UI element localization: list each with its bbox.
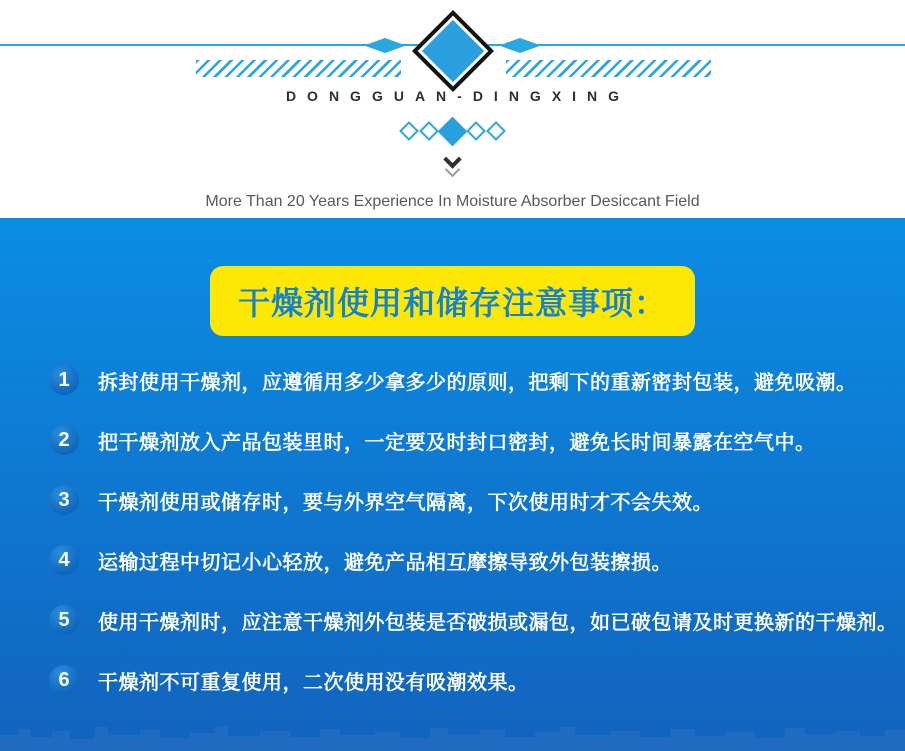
item-number-badge: 4 bbox=[49, 545, 79, 575]
brand-tagline: More Than 20 Years Experience In Moisture Absorber Desiccant Field bbox=[205, 193, 700, 210]
notice-title-pill bbox=[210, 266, 695, 336]
notice-item bbox=[49, 600, 905, 640]
outline-diamond-icon bbox=[399, 121, 419, 141]
item-text: 干燥剂不可重复使用，二次使用没有吸潮效果。 bbox=[98, 671, 529, 694]
item-number-badge: 1 bbox=[49, 365, 79, 395]
notice-list bbox=[0, 360, 905, 700]
brand-name: DONGGUAN-DINGXING bbox=[285, 88, 631, 104]
notice-title: 干燥剂使用和储存注意事项： bbox=[237, 285, 667, 321]
notice-item bbox=[49, 540, 905, 580]
outline-diamond-icon bbox=[466, 121, 486, 141]
item-text: 把干燥剂放入产品包装里时，一定要及时封口密封，避免长时间暴露在空气中。 bbox=[98, 431, 816, 454]
hatch-stripes-right bbox=[506, 60, 711, 77]
item-number-badge: 3 bbox=[49, 485, 79, 515]
notice-item bbox=[49, 420, 905, 460]
notice-section bbox=[0, 218, 905, 751]
solid-diamond-icon bbox=[438, 116, 468, 146]
hatch-stripes-left bbox=[196, 60, 401, 77]
small-diamond-icon bbox=[499, 38, 541, 53]
item-number-badge: 2 bbox=[49, 425, 79, 455]
diamond-ornament-row bbox=[0, 117, 905, 145]
outline-diamond-icon bbox=[486, 121, 506, 141]
item-text: 运输过程中切记小心轻放，避免产品相互摩擦导致外包装擦损。 bbox=[98, 551, 672, 574]
chevron-down-icons bbox=[0, 153, 905, 175]
item-text: 干燥剂使用或储存时，要与外界空气隔离，下次使用时才不会失效。 bbox=[98, 491, 713, 514]
brand-diamond-icon bbox=[411, 10, 493, 92]
item-text: 使用干燥剂时，应注意干燥剂外包装是否破损或漏包，如已破包请及时更换新的干燥剂。 bbox=[98, 611, 898, 634]
notice-item bbox=[49, 480, 905, 520]
brand-diamond-fill bbox=[421, 20, 483, 82]
notice-item bbox=[49, 660, 905, 700]
outline-diamond-icon bbox=[419, 121, 439, 141]
item-number-badge: 5 bbox=[49, 605, 79, 635]
brand-header bbox=[0, 0, 905, 218]
item-number-badge: 6 bbox=[49, 665, 79, 695]
notice-item bbox=[49, 360, 905, 400]
small-diamond-icon bbox=[364, 38, 406, 53]
item-text: 拆封使用干燥剂，应遵循用多少拿多少的原则，把剩下的重新密封包装，避免吸潮。 bbox=[98, 371, 857, 394]
skyline-silhouette bbox=[0, 721, 905, 751]
